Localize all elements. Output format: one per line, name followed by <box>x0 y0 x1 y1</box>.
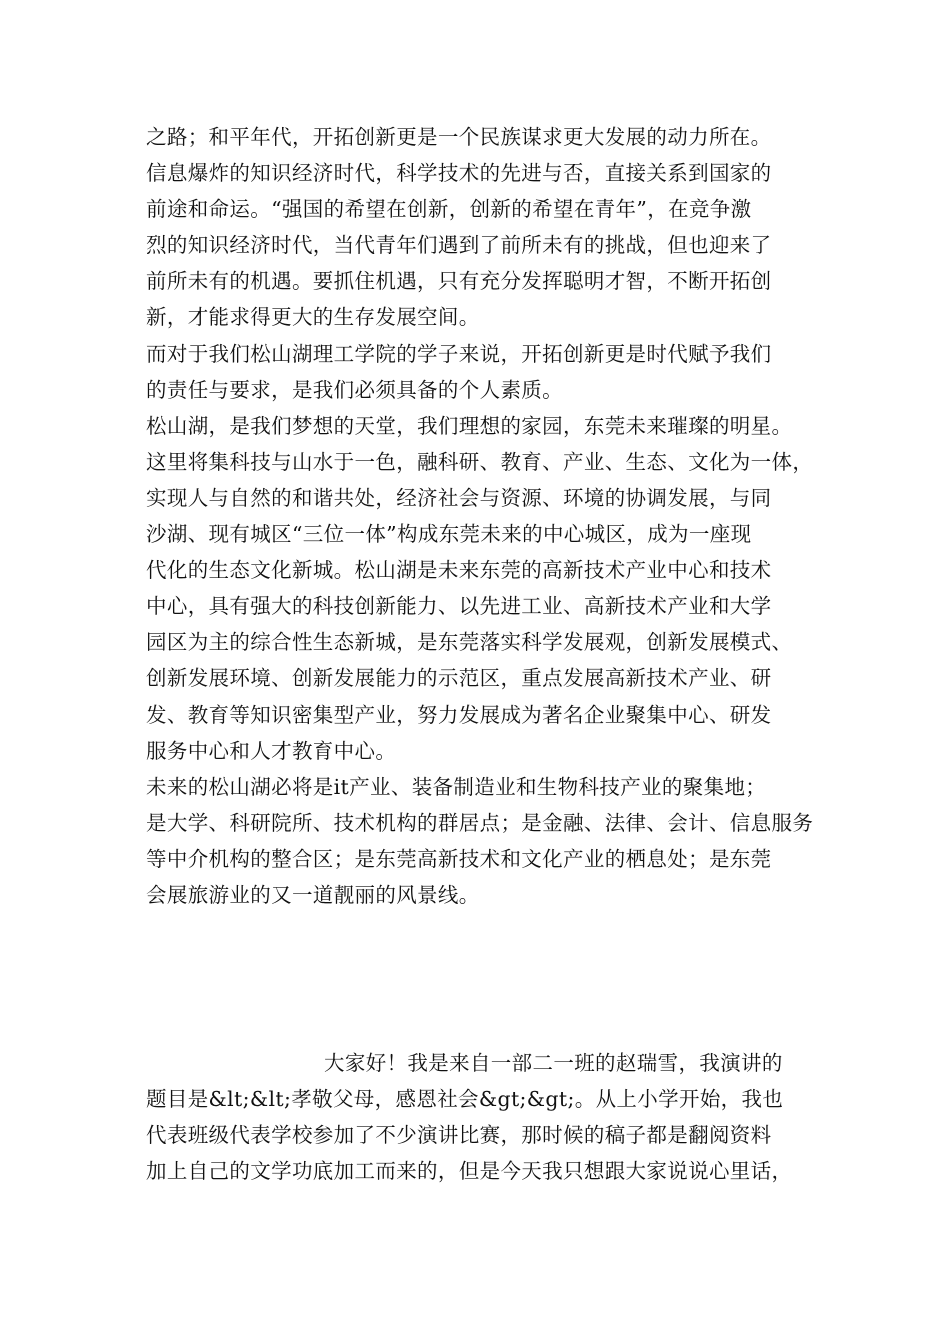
text-line: 的责任与要求，是我们必须具备的个人素质。 <box>146 377 563 402</box>
text-line: 烈的知识经济时代，当代青年们遇到了前所未有的挑战，但也迎来了 <box>146 233 772 258</box>
text-line: 题目是&lt;&lt;孝敬父母，感恩社会&gt;&gt;。从上小学开始，我也 <box>146 1087 784 1112</box>
text-line: 前途和命运。“强国的希望在创新，创新的希望在青年”，在竞争激 <box>146 197 752 222</box>
text-line: 松山湖，是我们梦想的天堂，我们理想的家园，东莞未来璀璨的明星。 <box>146 413 793 438</box>
text-line: 发、教育等知识密集型产业，努力发展成为著名企业聚集中心、研发 <box>146 702 772 727</box>
text-line: 新，才能求得更大的生存发展空间。 <box>146 305 480 330</box>
text-line: 前所未有的机遇。要抓住机遇，只有充分发挥聪明才智，不断开拓创 <box>146 269 772 294</box>
text-line: 是大学、科研院所、技术机构的群居点；是金融、法律、会计、信息服务 <box>146 810 814 835</box>
text-line-indented: 大家好！我是来自一部二一班的赵瑞雪，我演讲的 <box>324 1051 783 1075</box>
text-line: 之路；和平年代，开拓创新更是一个民族谋求更大发展的动力所在。 <box>146 125 772 149</box>
text-line: 加上自己的文学功底加工而来的，但是今天我只想跟大家说说心里话， <box>146 1159 793 1184</box>
text-line: 信息爆炸的知识经济时代，科学技术的先进与否，直接关系到国家的 <box>146 161 772 186</box>
text-line: 等中介机构的整合区；是东莞高新技术和文化产业的栖息处；是东莞 <box>146 846 772 871</box>
text-line: 创新发展环境、创新发展能力的示范区，重点发展高新技术产业、研 <box>146 666 772 691</box>
speech-section-gratitude <box>146 1045 810 1189</box>
text-line: 这里将集科技与山水于一色，融科研、教育、产业、生态、文化为一体， <box>146 449 814 474</box>
text-line: 代表班级代表学校参加了不少演讲比赛，那时候的稿子都是翻阅资料 <box>146 1123 772 1148</box>
text-line: 园区为主的综合性生态新城，是东莞落实科学发展观，创新发展模式、 <box>146 630 793 655</box>
text-line: 未来的松山湖必将是it产业、装备制造业和生物科技产业的聚集地； <box>146 774 767 799</box>
text-line: 沙湖、现有城区“三位一体”构成东莞未来的中心城区，成为一座现 <box>146 522 752 547</box>
text-line: 代化的生态文化新城。松山湖是未来东莞的高新技术产业中心和技术 <box>146 558 772 583</box>
essay-section-innovation <box>146 119 814 913</box>
text-line: 服务中心和人才教育中心。 <box>146 738 397 763</box>
text-line: 中心，具有强大的科技创新能力、以先进工业、高新技术产业和大学 <box>146 594 772 619</box>
text-line: 实现人与自然的和谐共处，经济社会与资源、环境的协调发展，与同 <box>146 485 772 510</box>
text-line: 而对于我们松山湖理工学院的学子来说，开拓创新更是时代赋予我们 <box>146 341 772 366</box>
text-line: 会展旅游业的又一道靓丽的风景线。 <box>146 882 480 907</box>
